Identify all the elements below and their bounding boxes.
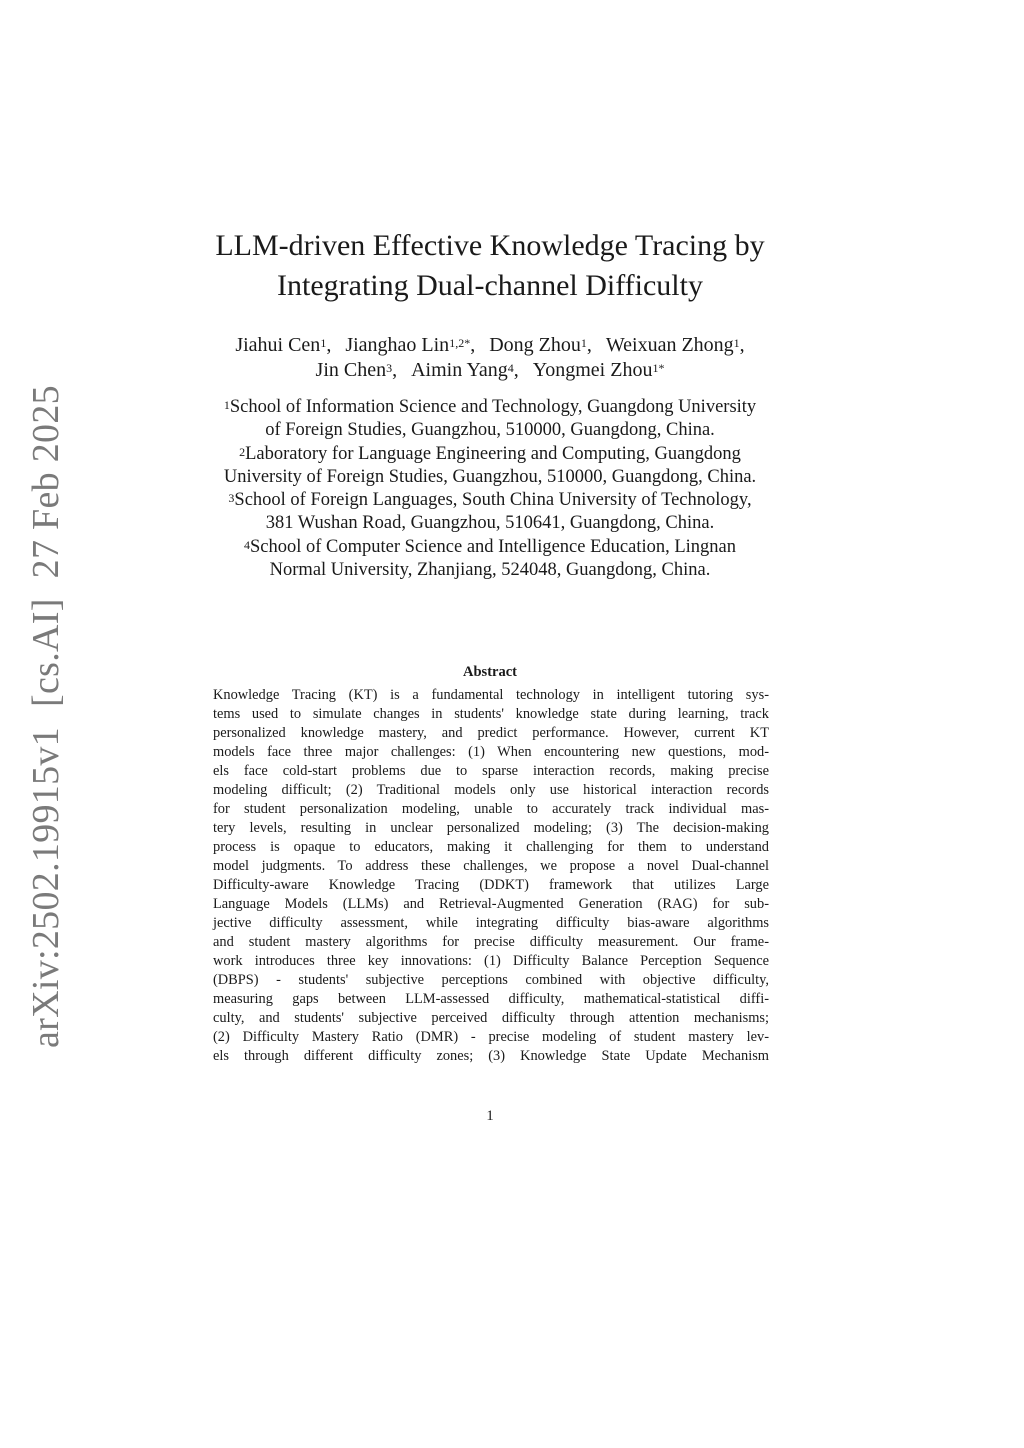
abstract-line: for student personalization modeling, unable to accurately track individual mas- xyxy=(213,801,769,817)
abstract-line: els face cold-start problems due to sparse interaction records, making precise xyxy=(213,763,769,779)
arxiv-date: 27 Feb 2025 xyxy=(25,385,67,579)
abstract-line: measuring gaps between LLM-assessed difficulty, mathematical-statistical diffi- xyxy=(213,991,769,1007)
abstract-line: process is opaque to educators, making it challenging for them to understand xyxy=(213,839,769,855)
abstract-line: (2) Difficulty Mastery Ratio (DMR) - precise modeling of student mastery lev- xyxy=(213,1029,769,1045)
abstract-line: Difficulty-aware Knowledge Tracing (DDKT) framework that utilizes Large xyxy=(213,877,769,893)
author: Jiahui Cen$^1$, xyxy=(235,334,332,356)
author-line-2 xyxy=(160,358,820,383)
abstract-line: personalized knowledge mastery, and predict performance. However, current KT xyxy=(213,725,769,741)
affiliation-3-line-1: $^3$School of Foreign Languages, South China University of Technology, xyxy=(228,490,752,511)
author: Jin Chen$^3$, xyxy=(315,359,398,381)
affiliation-3-line-2: 381 Wushan Road, Guangzhou, 510641, Guangdong, China. xyxy=(265,513,715,534)
abstract-line: Language Models (LLMs) and Retrieval-Augmented Generation (RAG) for sub- xyxy=(213,896,769,912)
author: Aimin Yang$^4$, xyxy=(411,359,519,381)
affiliation-2-line-2: University of Foreign Studies, Guangzhou, 510000, Guangdong, China. xyxy=(223,466,757,487)
abstract-line: Knowledge Tracing (KT) is a fundamental technology in intelligent tutoring sys- xyxy=(213,687,769,703)
author-line-1 xyxy=(160,333,820,358)
abstract-line: culty, and students' subjective perceived difficulty through attention mechanisms; xyxy=(213,1010,769,1026)
affiliation-2-line-1: $^2$Laboratory for Language Engineering and Computing, Guangdong xyxy=(239,443,741,464)
abstract-heading: Abstract xyxy=(463,664,517,680)
author: Weixuan Zhong$^1$, xyxy=(605,334,745,356)
abstract-line: els through different difficulty zones; (3) Knowledge State Update Mechanism xyxy=(213,1048,769,1064)
affiliation-4-line-2: Normal University, Zhanjiang, 524048, Guangdong, China. xyxy=(269,560,711,581)
affiliation-1-line-2: of Foreign Studies, Guangzhou, 510000, Guangdong, China. xyxy=(265,420,715,441)
paper-title xyxy=(160,226,820,306)
affiliations xyxy=(160,396,820,582)
abstract-line: and student mastery algorithms for precise difficulty measurement. Our frame- xyxy=(213,934,769,950)
abstract-line: model judgments. To address these challenges, we propose a novel Dual-channel xyxy=(213,858,769,874)
page-number: 1 xyxy=(486,1108,494,1124)
title-line-1: LLM-driven Effective Knowledge Tracing by xyxy=(215,229,765,262)
author: Dong Zhou$^1$, xyxy=(489,334,592,356)
abstract-body xyxy=(213,686,769,1066)
abstract-line: modeling difficult; (2) Traditional models only use historical interaction records xyxy=(213,782,769,798)
arxiv-id: arXiv:2502.19915v1 xyxy=(25,727,67,1048)
abstract-line: tery levels, resulting in unclear personalized modeling; (3) The decision-making xyxy=(213,820,769,836)
author-list xyxy=(160,333,820,383)
abstract-line: models face three major challenges: (1) When encountering new questions, mod- xyxy=(213,744,769,760)
author: Jianghao Lin$^{1,2*}$, xyxy=(345,334,476,356)
author: Yongmei Zhou$^{1*}$ xyxy=(532,359,665,381)
arxiv-category: [cs.AI] xyxy=(25,598,67,708)
abstract-line: (DBPS) - students' subjective perceptions combined with objective difficulty, xyxy=(213,972,769,988)
abstract-line: work introduces three key innovations: (1) Difficulty Balance Perception Sequence xyxy=(213,953,769,969)
affiliation-4-line-1: $^4$School of Computer Science and Intelligence Education, Lingnan xyxy=(244,536,736,557)
affiliation-1-line-1: $^1$School of Information Science and Technology, Guangdong University xyxy=(223,397,757,417)
abstract-line: jective difficulty assessment, while integrating difficulty bias-aware algorithms xyxy=(213,915,769,931)
arxiv-stamp xyxy=(18,385,74,1048)
title-line-2: Integrating Dual-channel Difficulty xyxy=(277,269,703,302)
abstract-line: tems used to simulate changes in students' knowledge state during learning, track xyxy=(213,706,769,722)
